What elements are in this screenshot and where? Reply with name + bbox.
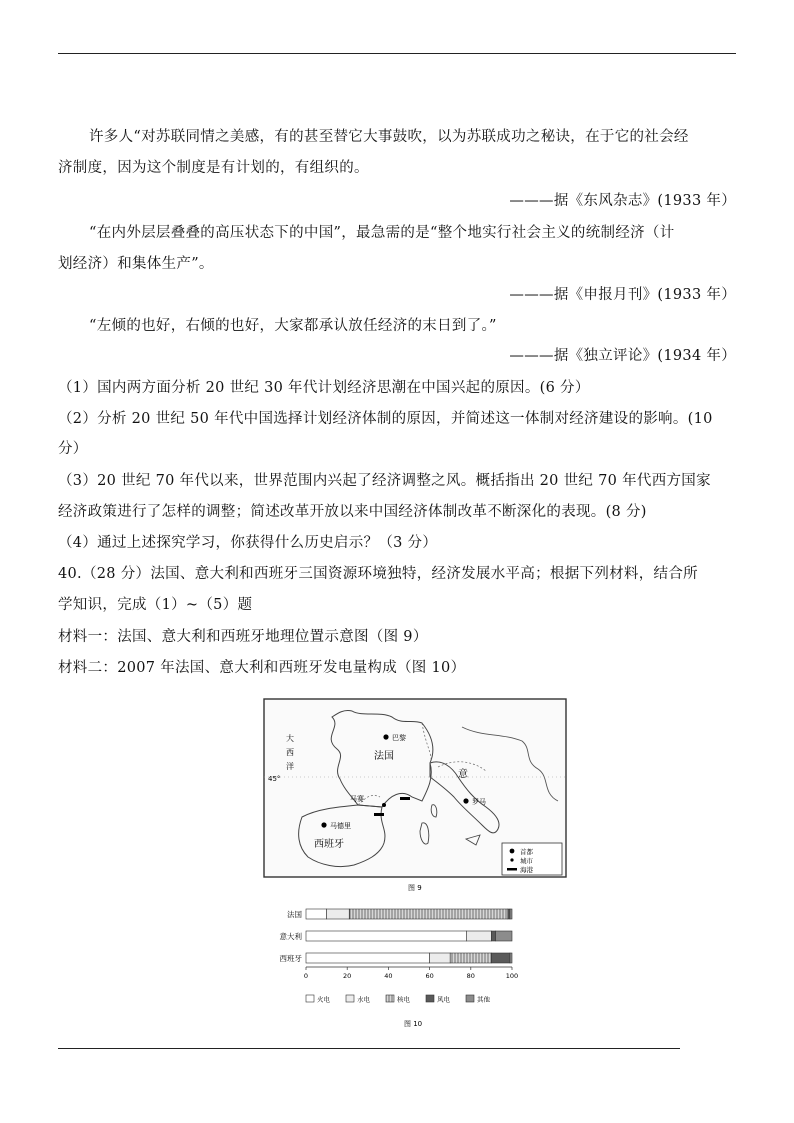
material-2: 材料二：2007 年法国、意大利和西班牙发电量构成（图 10） [58,660,466,676]
legend-swatch [346,995,354,1002]
para-2-line-2: 划经济）和集体生产”。 [58,256,214,272]
legend-swatch [306,995,314,1002]
question-40-line-2: 学知识，完成（1）~（5）题 [58,597,253,613]
x-tick-label: 0 [303,972,309,980]
power-generation-chart [262,903,568,1029]
legend-swatch [466,995,474,1002]
legend-label: 水电 [357,995,370,1004]
capital-rome-marker [463,798,468,803]
x-tick-label: 40 [384,972,393,980]
para-3: “左倾的也好，右倾的也好，大家都承认放任经济的末日到了。” [89,318,497,334]
bar-segment [491,953,510,963]
figure-9-caption: 图 9 [408,884,422,892]
legend-port-label: 海港 [520,866,533,874]
footer-rule [58,1048,680,1049]
question-3-line-1: （3）20 世纪 70 年代以来，世界范围内兴起了经济调整之风。概括指出 20 世纪 70 年代西方国家 [58,473,711,489]
category-label: 法国 [287,910,302,919]
para-1-line-2: 济制度，因为这个制度是有计划的，有组织的。 [58,160,369,176]
x-tick-label: 80 [466,972,475,980]
capital-madrid-marker [321,822,326,827]
source-3: ———据《独立评论》(1934 年） [509,348,736,364]
map-label-italy: 意 [458,769,468,780]
legend-city-icon [510,858,513,861]
legend-label: 火电 [317,995,330,1004]
map-label-france: 法国 [374,751,394,762]
figure-10-caption: 图 10 [404,1020,423,1028]
category-label: 西班牙 [279,954,302,963]
figure-area [262,697,568,1029]
map-label-ocean-2: 西 [286,748,294,757]
x-tick-layer [304,967,518,980]
bar-segment [508,909,510,919]
legend-city-label: 城市 [520,857,533,865]
bar-segment [496,931,512,941]
source-2: ———据《申报月刊》(1933 年） [509,287,736,303]
question-1: （1）国内两方面分析 20 世纪 30 年代计划经济思潮在中国兴起的原因。(6 分） [58,380,590,396]
map-label-madrid: 马德里 [330,822,351,830]
bar-segment [430,953,451,963]
legend-swatch [386,995,394,1002]
legend-label: 核电 [397,995,410,1004]
para-1-line-1: 许多人“对苏联同情之美感，有的甚至替它大事鼓吹，以为苏联成功之秘诀，在于它的社会经 [89,129,689,145]
legend-label: 风电 [437,995,450,1004]
bar-segment [349,909,508,919]
bar-segment [450,953,491,963]
material-1: 材料一：法国、意大利和西班牙地理位置示意图（图 9） [58,629,428,645]
bar-segment [327,909,350,919]
legend-swatch [426,995,434,1002]
bar-segment [306,931,467,941]
question-3-line-2: 经济政策进行了怎样的调整；简述改革开放以来中国经济体制改革不断深化的表现。(8 分) [58,504,647,520]
question-2-line-2: 分） [58,441,88,457]
bar-segment [467,931,492,941]
capital-paris-marker [383,734,388,739]
question-4: （4）通过上述探究学习，你获得什么历史启示？（3 分） [58,535,438,551]
para-2-line-1: “在内外层层叠叠的高压状态下的中国”，最急需的是“整个地实行社会主义的统制经济（计 [89,225,675,241]
legend-capital-label: 首都 [520,848,533,856]
map-label-marseille: 马赛 [350,795,364,803]
x-tick-label: 20 [343,972,352,980]
map-label-ocean-1: 大 [286,734,294,743]
category-label: 意大利 [279,932,302,941]
header-rule [58,53,736,54]
map-label-spain: 西班牙 [314,839,344,850]
bar-segment [491,931,495,941]
bar-segment [306,909,327,919]
x-tick-label: 100 [505,972,519,980]
bar-segment [306,953,430,963]
chart-legend [306,995,491,1004]
legend-label: 其他 [477,995,490,1004]
map-label-lat: 45° [268,775,281,783]
legend-capital-icon [510,849,515,854]
map-label-ocean-3: 洋 [286,762,294,771]
question-2-line-1: （2）分析 20 世纪 50 年代中国选择计划经济体制的原因，并简述这一体制对经济建设的影响。(10 [58,411,713,427]
map-figure [262,697,568,893]
map-label-paris: 巴黎 [392,734,406,742]
x-tick-label: 60 [425,972,434,980]
port-marker-2 [400,797,410,800]
question-40-line-1: 40.（28 分）法国、意大利和西班牙三国资源环境独特，经济发展水平高；根据下列材料，结合所 [58,566,698,582]
legend-port-icon [507,868,517,871]
source-1: ———据《东风杂志》(1933 年） [509,193,736,209]
port-marseille-marker [382,803,386,807]
map-label-rome: 罗马 [472,798,486,806]
port-marker-1 [374,813,384,816]
bar-segment [510,909,512,919]
bar-layer [280,909,513,963]
bar-segment [510,953,512,963]
